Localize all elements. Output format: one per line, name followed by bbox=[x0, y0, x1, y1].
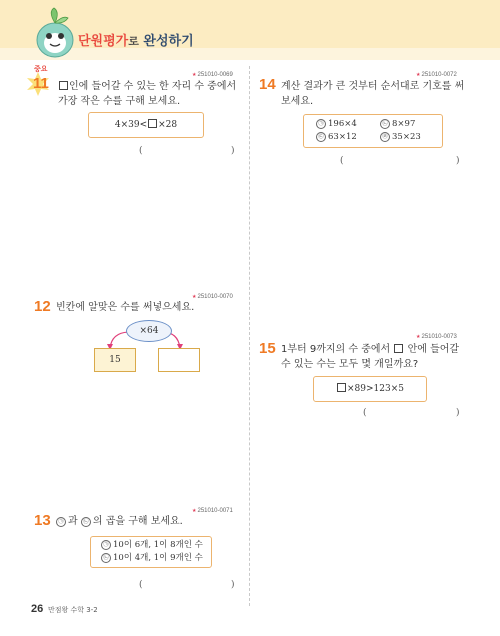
title-part1: 단원평가 bbox=[78, 34, 129, 49]
blank-square bbox=[337, 383, 346, 392]
choice-item: ㉡ 8×97 bbox=[380, 118, 415, 131]
blank-square bbox=[148, 119, 157, 128]
column-divider bbox=[249, 66, 250, 606]
question-text-11: 인에 들어갈 수 있는 한 자리 수 중에서 가장 작은 수를 구해 보세요. bbox=[58, 81, 237, 107]
mascot-icon bbox=[30, 6, 80, 60]
question-text-13: ㉠ 과 ㉡ 의 곱을 구해 보세요. bbox=[56, 514, 183, 529]
question-number-11: 11 bbox=[33, 75, 49, 92]
important-badge: 중요 bbox=[34, 65, 48, 73]
question-code-14: ★ 251010-0072 bbox=[416, 72, 457, 78]
choice-item: ㉣ 35×23 bbox=[380, 131, 421, 144]
condition-item: ㉠ 10이 6개, 1이 8개인 수 bbox=[101, 539, 211, 552]
question-number-14: 14 bbox=[259, 76, 276, 93]
page-title bbox=[78, 30, 194, 49]
question-number-15: 15 bbox=[259, 340, 276, 357]
question-code-12: ★ 251010-0070 bbox=[192, 294, 233, 300]
question-number-13: 13 bbox=[34, 512, 51, 529]
question-number-12: 12 bbox=[34, 298, 51, 315]
condition-item: ㉡ 10이 4개, 1이 9개인 수 bbox=[101, 552, 211, 565]
choice-item: ㉠ 196×4 bbox=[316, 118, 357, 131]
choice-item: ㉢ 63×12 bbox=[316, 131, 357, 144]
answer-open-14: ( bbox=[340, 156, 344, 166]
title-part3: 완성하기 bbox=[143, 34, 194, 49]
question-text-15: 1부터 9까지의 수 중에서 안에 들어갈 수 있는 수는 모두 몇 개일까요? bbox=[281, 344, 460, 370]
blank-square bbox=[394, 344, 403, 353]
question-code-15: ★ 251010-0073 bbox=[416, 334, 457, 340]
given-value-box: 15 bbox=[94, 348, 136, 372]
answer-open-15: ( bbox=[363, 408, 367, 418]
expression-box-11: 4×39< ×28 bbox=[88, 112, 204, 138]
answer-close-11: ) bbox=[231, 146, 235, 156]
answer-open-13: ( bbox=[139, 580, 143, 590]
answer-open-11: ( bbox=[139, 146, 143, 156]
question-code-11: ★ 251010-0069 bbox=[192, 72, 233, 78]
conditions-box-13 bbox=[90, 536, 212, 568]
answer-close-15: ) bbox=[456, 408, 460, 418]
question-code-13: ★ 251010-0071 bbox=[192, 508, 233, 514]
operation-oval: ×64 bbox=[126, 320, 172, 342]
question-text-12: 빈칸에 알맞은 수를 써넣으세요. bbox=[56, 302, 195, 313]
answer-close-13: ) bbox=[231, 580, 235, 590]
title-part2: 로 bbox=[128, 35, 139, 48]
book-title: 만점왕 수학 3-2 bbox=[48, 606, 98, 614]
question-text-14: 계산 결과가 큰 것부터 순서대로 기호를 써 보세요. bbox=[281, 81, 465, 107]
answer-close-14: ) bbox=[456, 156, 460, 166]
page-number: 26 bbox=[31, 603, 44, 615]
blank-square bbox=[59, 81, 68, 90]
answer-input-box[interactable] bbox=[158, 348, 200, 372]
expression-box-15: ×89>123×5 bbox=[313, 376, 427, 402]
choices-box-14 bbox=[303, 114, 443, 148]
